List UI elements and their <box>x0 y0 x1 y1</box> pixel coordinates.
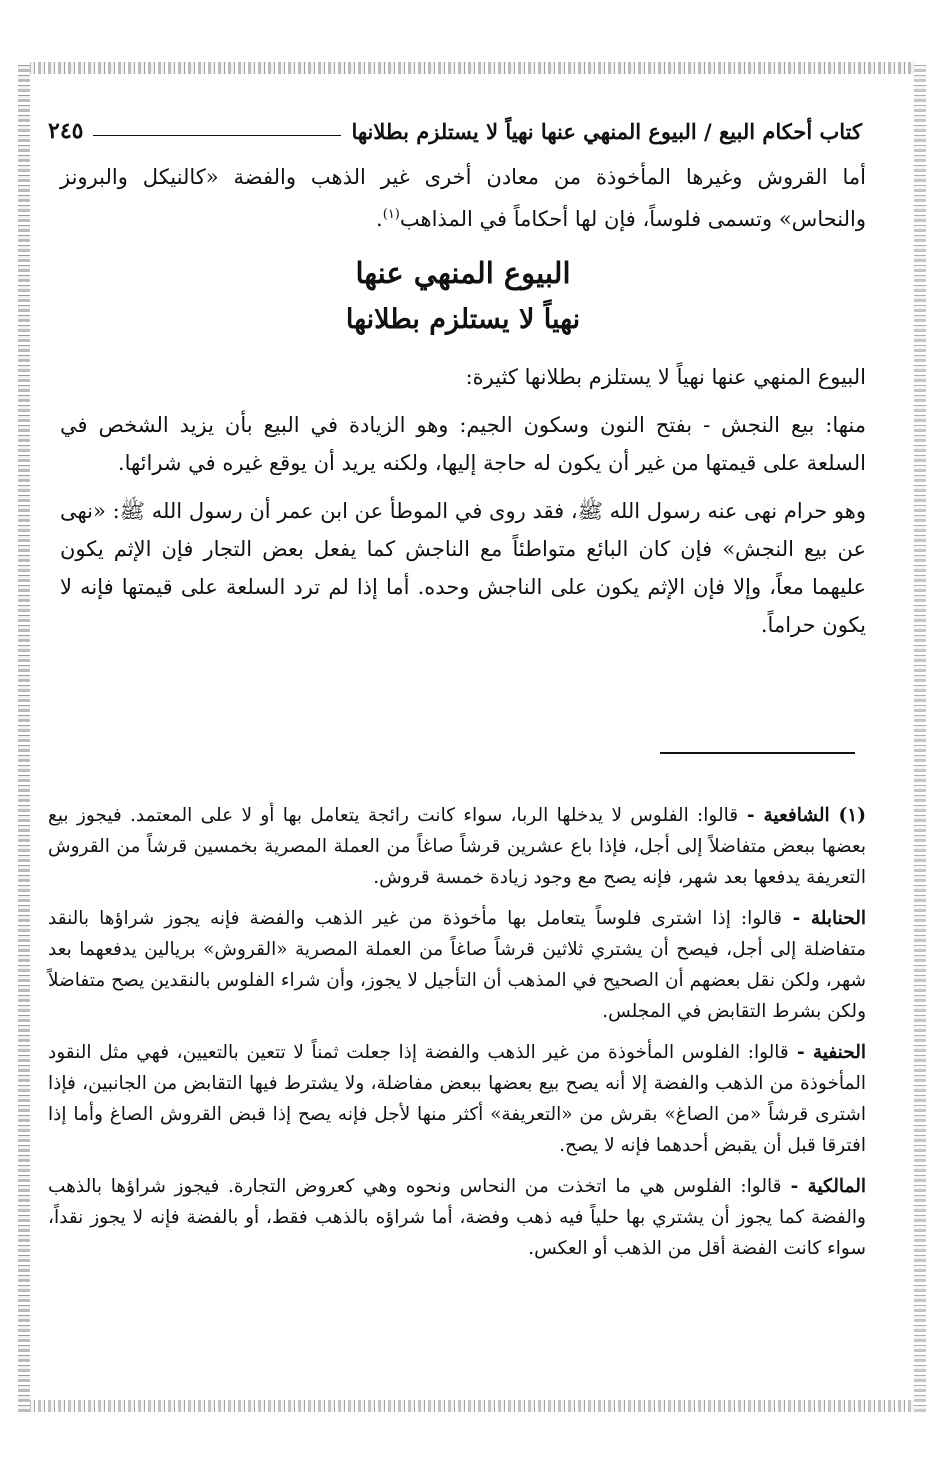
intro-paragraph <box>60 158 866 238</box>
header-title: كتاب أحكام البيع / البيوع المنهي عنها نهياً لا يستلزم بطلانها <box>351 119 862 144</box>
header-rule <box>93 135 341 136</box>
footnote-label: المالكية - <box>781 1176 866 1197</box>
intro-text: أما القروش وغيرها المأخوذة من معادن أخرى غير الذهب والفضة «كالنيكل والبرونز والنحاس» وتسمى فلوساً، فإن لها أحكاماً في المذاهب <box>60 165 866 231</box>
footnote-hanbali <box>48 903 866 1027</box>
najash-paragraph: منها: بيع النجش - بفتح النون وسكون الجيم: وهو الزيادة في البيع بأن يزيد الشخص في السلعة على قيمتها من غير أن يكون له حاجة إليها، ولكنه يريد أن يوقع غيره في شرائها. <box>60 413 866 475</box>
ornamental-border-right <box>914 62 926 1412</box>
footnote-label: (١) الشافعية - <box>738 805 866 826</box>
footnotes <box>48 800 866 1274</box>
footnote-hanafi <box>48 1037 866 1161</box>
main-text <box>60 158 866 644</box>
page-number: ٢٤٥ <box>48 118 84 144</box>
footnote-maliki <box>48 1171 866 1264</box>
footnote-separator <box>660 752 855 754</box>
ornamental-border-left <box>18 62 30 1412</box>
ornamental-border-top <box>18 62 926 74</box>
intro-end: . <box>376 207 383 231</box>
lead-paragraph: البيوع المنهي عنها نهياً لا يستلزم بطلانها كثيرة: <box>465 365 866 389</box>
footnote-text: قالوا: الفلوس المأخوذة من غير الذهب والفضة إذا جعلت ثمناً لا تتعين بالتعيين، فهي مثل النقود المأخوذة من الذهب والفضة إلا أنه يصح بيع بعضها ببعض مفاضلة، ولا يشترط فيها التقابض من الجانبين، فإذا اشترى قرشاً «من الصاغ» بقرش من «التعريفة» أكثر منها لأجل فإنه يصح إذا قبض القروش الصاغ وأما إذا افترقا قبل أن يقبض أحدهما فإنه لا يصح. <box>48 1042 866 1156</box>
ornamental-border-bottom <box>18 1400 926 1412</box>
footnote-text: قالوا: الفلوس هي ما اتخذت من النحاس ونحوه وهي كعروض التجارة. فيجوز شراؤها بالذهب والفضة كما يجوز أن يشتري بها حلياً فيه ذهب وفضة، أما شراؤه بالذهب فقط، أو بالفضة فإنه لا يجوز نقداً، سواء كانت الفضة أقل من الذهب أو العكس. <box>48 1176 866 1259</box>
section-heading: البيوع المنهي عنها <box>355 256 571 290</box>
footnote-ref: (١) <box>382 207 400 222</box>
running-header <box>48 110 862 144</box>
ruling-paragraph: وهو حرام نهى عنه رسول الله ﷺ، فقد روى في الموطأ عن ابن عمر أن رسول الله ﷺ: «نهى عن بيع النجش» فإن كان البائع متواطئاً مع الناجش كما يفعل بعض التجار فإن الإثم يكون عليهما معاً، وإلا فإن الإثم يكون على الناجش وحده. أما إذا لم ترد السلعة على قيمتها فإنه لا يكون حراماً. <box>60 499 866 637</box>
footnote-text: قالوا: إذا اشترى فلوساً يتعامل بها مأخوذة من غير الذهب والفضة فإنه يجوز شراؤها بالنقد متفاضلة إلى أجل، فيصح أن يشتري ثلاثين قرشاً صاغاً من العملة المصرية «القروش» بريالين يدفعهما بعد شهر، ولكن نقل بعضهم أن الصحيح في المذهب أن التأجيل لا يجوز، وأن شراء الفلوس بالنقدين يصح متفاضلاً ولكن بشرط التقابض في المجلس. <box>48 908 866 1022</box>
footnote-text: قالوا: الفلوس لا يدخلها الربا، سواء كانت رائجة يتعامل بها أو لا على المعتمد. فيجوز بيع بعضها ببعض متفاضلاً إلى أجل، فإذا باع عشرين قرشاً صاغاً من العملة المصرية بخمسين قرشاً من القروش التعريفة يدفعها بعد شهر، فإنه يصح مع وجود زيادة خمسة قروش. <box>48 805 866 888</box>
footnote-label: الحنابلة - <box>781 908 866 929</box>
section-subheading: نهياً لا يستلزم بطلانها <box>345 304 581 335</box>
footnote-label: الحنفية - <box>788 1042 866 1063</box>
footnote-shafii <box>48 800 866 893</box>
